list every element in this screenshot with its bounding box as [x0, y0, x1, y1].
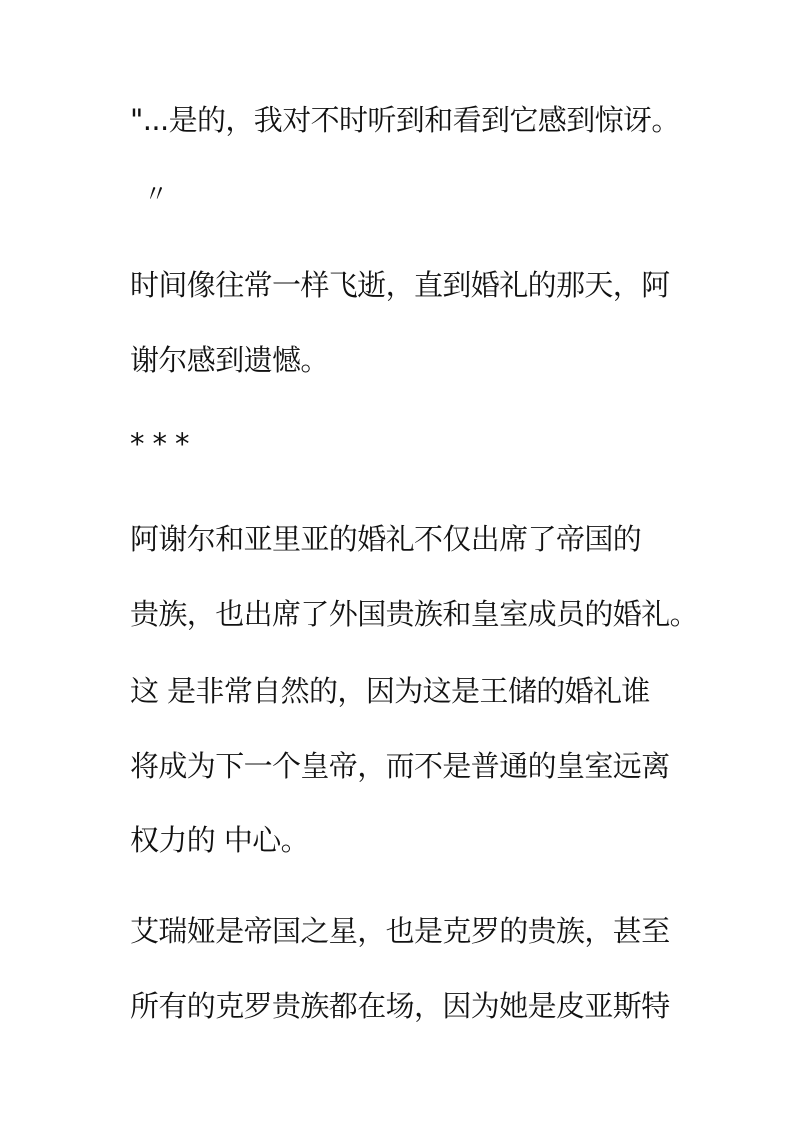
text-line: 艾瑞娅是帝国之星，也是克罗的贵族，甚至 — [130, 914, 670, 948]
text-line: 时间像往常一样飞逝，直到婚礼的那天，阿 — [130, 268, 670, 302]
text-line: 权力的 中心。 — [130, 823, 310, 857]
text-line: 将成为下一个皇帝，而不是普通的皇室远离 — [130, 749, 670, 783]
text-line: 这 是非常自然的，因为这是王储的婚礼谁 — [130, 674, 650, 708]
text-line: 贵族，也出席了外国贵族和皇室成员的婚礼。 — [130, 597, 699, 631]
text-line: 所有的克罗贵族都在场，因为她是皮亚斯特 — [130, 989, 670, 1023]
section-break: * * * — [130, 427, 189, 461]
text-line: "...是的，我对不时听到和看到它感到惊讶。 — [130, 103, 680, 137]
closing-quote-mark: 〃 — [144, 180, 168, 208]
text-line: 谢尔感到遗憾。 — [130, 343, 329, 377]
text-line: 阿谢尔和亚里亚的婚礼不仅出席了帝国的 — [130, 522, 642, 556]
